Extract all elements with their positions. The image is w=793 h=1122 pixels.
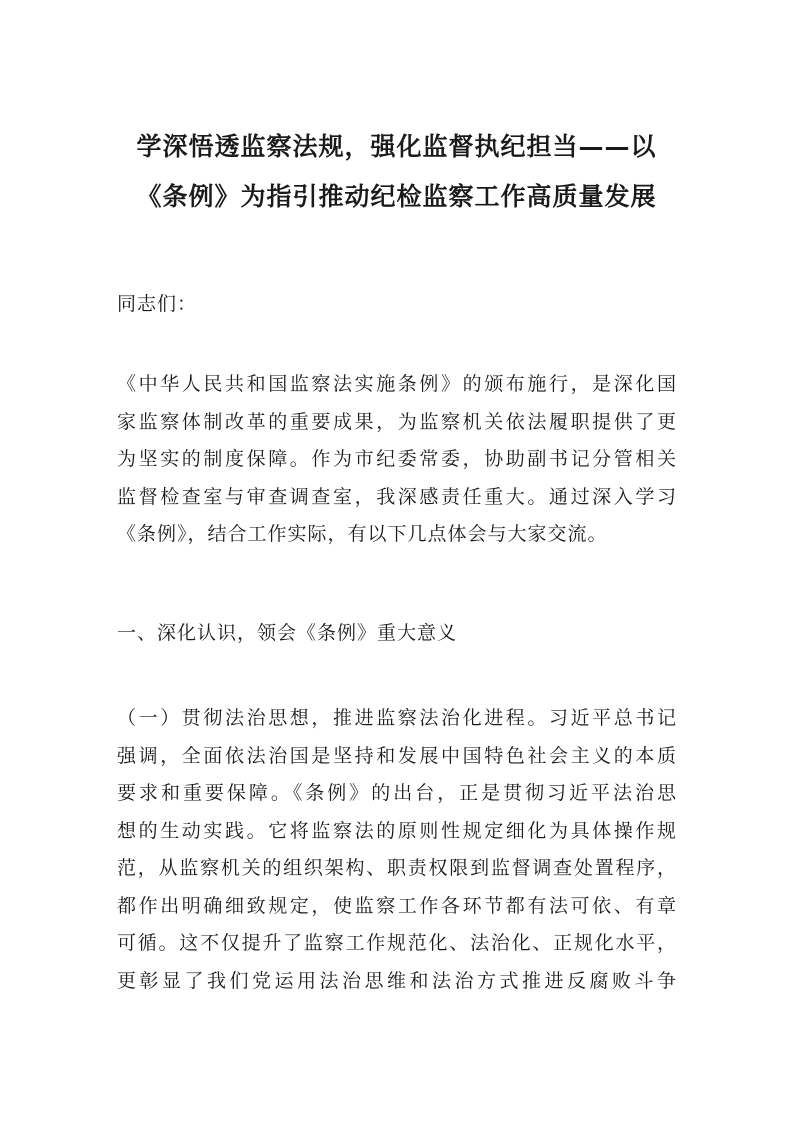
paragraph-line: 都作出明确细致规定，使监察工作各环节都有法可依、有章 xyxy=(117,894,677,917)
salutation: 同志们： xyxy=(117,293,198,315)
paragraph-line: 强调，全面依法治国是坚持和发展中国特色社会主义的本质 xyxy=(117,744,677,767)
intro-paragraph xyxy=(117,366,677,554)
section-heading: 一、深化认识，领会《条例》重大意义 xyxy=(117,622,458,644)
paragraph-line: （一）贯彻法治思想，推进监察法治化进程。习近平总书记 xyxy=(117,707,677,729)
paragraph-line: 更彰显了我们党运用法治思维和法治方式推进反腐败斗争 xyxy=(117,969,677,992)
document-title xyxy=(60,122,733,222)
paragraph-line: 要求和重要保障。《条例》的出台，正是贯彻习近平法治思 xyxy=(117,782,677,804)
paragraph-line: 家监察体制改革的重要成果，为监察机关依法履职提供了更 xyxy=(117,410,677,433)
paragraph-line: 为坚实的制度保障。作为市纪委常委，协助副书记分管相关 xyxy=(117,448,677,470)
paragraph-line: 《条例》，结合工作实际，有以下几点体会与大家交流。 xyxy=(117,523,608,545)
title-line-2: 《条例》为指引推动纪检监察工作高质量发展 xyxy=(136,182,657,211)
paragraph-line: 《中华人民共和国监察法实施条例》的颁布施行，是深化国 xyxy=(117,373,677,395)
paragraph-line: 可循。这不仅提升了监察工作规范化、法治化、正规化水平， xyxy=(117,932,677,954)
title-line-1: 学深悟透监察法规，强化监督执纪担当——以 xyxy=(136,132,657,161)
paragraph-line: 范，从监察机关的组织架构、职责权限到监督调查处置程序， xyxy=(117,857,677,879)
section-paragraph xyxy=(117,700,677,1000)
paragraph-line: 想的生动实践。它将监察法的原则性规定细化为具体操作规 xyxy=(117,819,677,842)
paragraph-line: 监督检查室与审查调查室，我深感责任重大。通过深入学习 xyxy=(117,485,677,508)
